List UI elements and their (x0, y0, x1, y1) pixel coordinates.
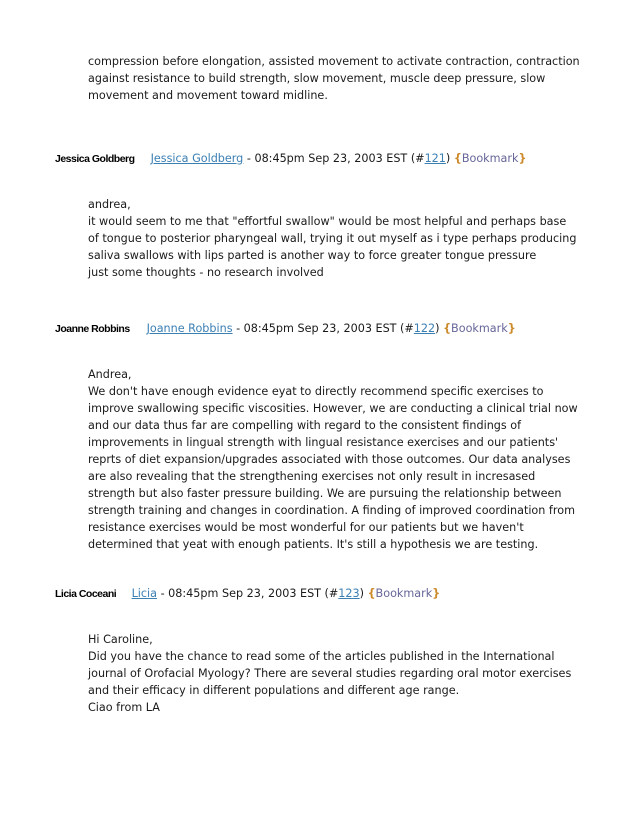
bookmark-label: Bookmark (451, 322, 508, 335)
post-meta-end: ) (435, 322, 444, 335)
text-line: are also revealing that the strengthening exercises not only result in incresased (88, 470, 536, 483)
post-body (88, 196, 578, 281)
author-link[interactable]: Joanne Robbins (146, 322, 233, 335)
text-line: against resistance to build strength, slow movement, muscle deep pressure, slow (88, 72, 546, 85)
post-meta-end: ) (359, 587, 368, 600)
author-link[interactable]: Licia (131, 587, 158, 600)
bookmark-label: Bookmark (461, 152, 519, 165)
text-line: compression before elongation, assisted movement to activate contraction, contraction (88, 55, 580, 68)
bookmark-close-brace: } (432, 587, 441, 600)
text-line: of tongue to posterior pharyngeal wall, trying it out myself as i type perhaps producing (88, 232, 577, 245)
text-line: determined that yeat with enough patients. It's still a hypothesis we are testing. (88, 538, 539, 551)
bookmark-open-brace: { (443, 322, 452, 335)
text-line: and their efficacy in different populations and different age range. (88, 684, 460, 697)
text-line: movement and movement toward midline. (88, 89, 328, 102)
text-line: reprts of diet expansion/upgrades associated with those outcomes. Our data analyses (88, 453, 571, 466)
author-name: Licia Coceani (55, 588, 117, 600)
bookmark-open-brace: { (453, 152, 462, 165)
bookmark-button[interactable] (454, 152, 527, 165)
bookmark-close-brace: } (507, 322, 516, 335)
post-number-link[interactable]: 121 (424, 152, 446, 165)
bookmark-button[interactable] (443, 322, 516, 335)
bookmark-label: Bookmark (375, 587, 433, 600)
post-body (88, 366, 578, 553)
text-line: We don't have enough evidence eyat to directly recommend specific exercises to (88, 385, 544, 398)
post-meta: - 08:45pm Sep 23, 2003 EST (# (157, 587, 339, 600)
text-line: just some thoughts - no research involved (88, 266, 324, 279)
text-line: Did you have the chance to read some of the articles published in the International (88, 650, 555, 663)
author-name: Jessica Goldberg (55, 153, 135, 165)
text-line: and our data thus far are compelling with regard to the consistent findings of (88, 419, 522, 432)
text-line: improvements in lingual strength with lingual resistance exercises and our patients' (88, 436, 559, 449)
text-line: Hi Caroline, (88, 633, 153, 646)
text-line: saliva swallows with lips parted is another way to force greater tongue pressure (88, 249, 537, 262)
post-header (55, 585, 440, 603)
intro-text (88, 53, 578, 104)
post-meta: - 08:45pm Sep 23, 2003 EST (# (243, 152, 425, 165)
post-body (88, 631, 578, 716)
text-line: Ciao from LA (88, 701, 160, 714)
text-line: it would seem to me that "effortful swallow" would be most helpful and perhaps base (88, 215, 567, 228)
text-line: resistance exercises would be most wonderful for our patients but we haven't (88, 521, 524, 534)
post-meta-end: ) (445, 152, 454, 165)
author-link[interactable]: Jessica Goldberg (150, 152, 244, 165)
text-line: journal of Orofacial Myology? There are several studies regarding oral motor exercises (88, 667, 572, 680)
text-line: improve swallowing specific viscosities. However, we are conducting a clinical trial now (88, 402, 578, 415)
bookmark-open-brace: { (367, 587, 376, 600)
post-header (55, 320, 516, 338)
bookmark-close-brace: } (518, 152, 527, 165)
post-number-link[interactable]: 122 (413, 322, 436, 335)
post-header (55, 150, 526, 168)
author-name: Joanne Robbins (55, 323, 130, 335)
text-line: Andrea, (88, 368, 132, 381)
text-line: andrea, (88, 198, 131, 211)
text-line: strength training and changes in coordination. A finding of improved coordination from (88, 504, 575, 517)
post-number-link[interactable]: 123 (338, 587, 360, 600)
bookmark-button[interactable] (368, 587, 441, 600)
text-line: strength but also faster pressure building. We are pursuing the relationship between (88, 487, 562, 500)
post-meta: - 08:45pm Sep 23, 2003 EST (# (232, 322, 414, 335)
